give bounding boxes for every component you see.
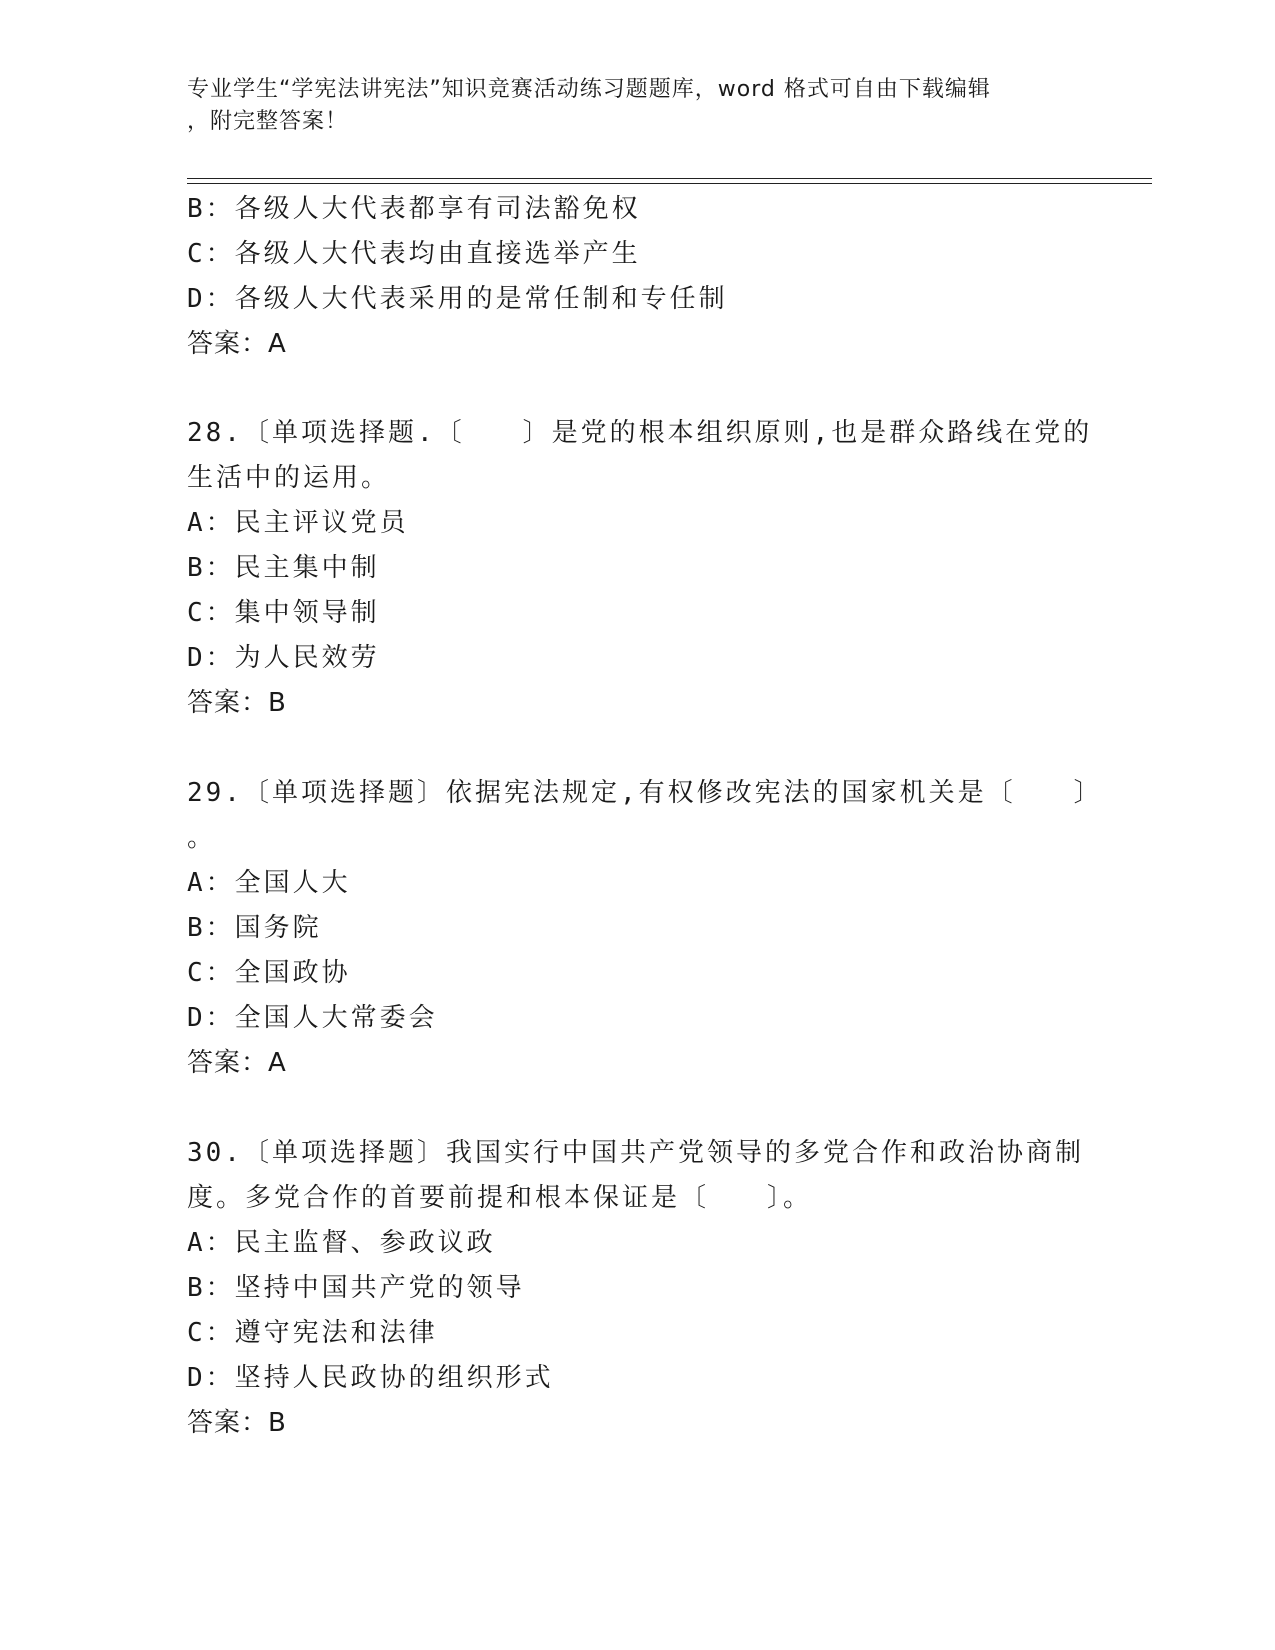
q28-option-a: A：民主评议党员 bbox=[187, 508, 409, 538]
q30-option-d: D：坚持人民政协的组织形式 bbox=[187, 1363, 554, 1393]
q29-stem-line-2: 。 bbox=[187, 823, 217, 853]
q29-option-b: B：国务院 bbox=[187, 913, 322, 943]
q30-stem-line-2: 度。多党合作的首要前提和根本保证是〔 〕。 bbox=[187, 1183, 813, 1213]
q29-answer: 答案：A bbox=[187, 1048, 287, 1078]
document-header bbox=[187, 74, 1067, 138]
q29-option-c: C：全国政协 bbox=[187, 958, 351, 988]
q29-stem-line-1: 29.〔单项选择题〕依据宪法规定,有权修改宪法的国家机关是〔 〕 bbox=[187, 778, 1103, 808]
q29-option-d: D：全国人大常委会 bbox=[187, 1003, 438, 1033]
q28-stem-line-2: 生活中的运用。 bbox=[187, 463, 391, 493]
header-line-2: ，附完整答案！ bbox=[187, 109, 349, 134]
q28-option-c: C：集中领导制 bbox=[187, 598, 380, 628]
q30-option-a: A：民主监督、参政议政 bbox=[187, 1228, 496, 1258]
q27-answer: 答案：A bbox=[187, 329, 287, 359]
q30-option-b: B：坚持中国共产党的领导 bbox=[187, 1273, 525, 1303]
q28-answer: 答案：B bbox=[187, 688, 287, 718]
header-divider-top bbox=[187, 178, 1152, 179]
header-divider-bottom bbox=[187, 183, 1152, 184]
q28-option-d: D：为人民效劳 bbox=[187, 643, 380, 673]
q29-option-a: A：全国人大 bbox=[187, 868, 351, 898]
q28-stem-line-1: 28.〔单项选择题.〔 〕是党的根本组织原则,也是群众路线在党的 bbox=[187, 418, 1093, 448]
q30-answer: 答案：B bbox=[187, 1408, 287, 1438]
q30-stem-line-1: 30.〔单项选择题〕我国实行中国共产党领导的多党合作和政治协商制 bbox=[187, 1138, 1084, 1168]
q27-option-b: B：各级人大代表都享有司法豁免权 bbox=[187, 194, 641, 224]
q28-option-b: B：民主集中制 bbox=[187, 553, 380, 583]
q30-option-c: C：遵守宪法和法律 bbox=[187, 1318, 438, 1348]
header-line-1: 专业学生“学宪法讲宪法”知识竞赛活动练习题题库，word 格式可自由下载编辑 bbox=[187, 77, 991, 102]
q27-option-c: C：各级人大代表均由直接选举产生 bbox=[187, 239, 641, 269]
q27-option-d: D：各级人大代表采用的是常任制和专任制 bbox=[187, 284, 728, 314]
